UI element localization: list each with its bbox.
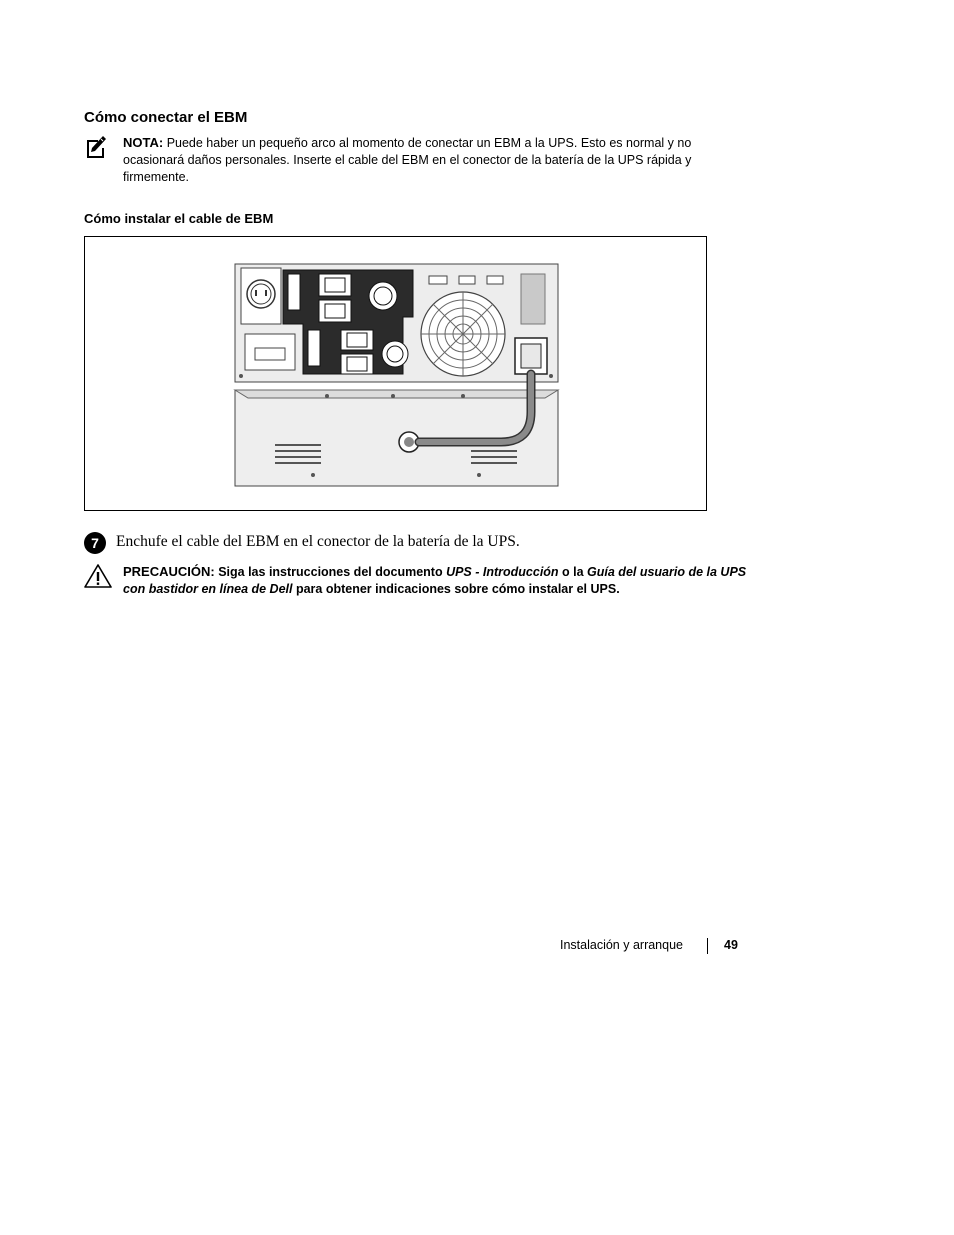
step-number-badge: 7 bbox=[84, 532, 106, 554]
figure-frame bbox=[84, 236, 707, 511]
page-footer bbox=[540, 938, 740, 958]
caution-label: PRECAUCIÓN: bbox=[123, 564, 215, 579]
figure-title: Cómo instalar el cable de EBM bbox=[84, 211, 274, 226]
caution-text-part-2: o la bbox=[558, 565, 588, 579]
ups-ebm-illustration bbox=[233, 262, 560, 489]
section-title: Cómo conectar el EBM bbox=[84, 109, 248, 126]
page-number: 49 bbox=[724, 938, 738, 952]
caution-doc-1: UPS - Introducción bbox=[446, 565, 559, 579]
caution-text bbox=[123, 563, 763, 598]
step-text: Enchufe el cable del EBM en el conector de la batería de la UPS. bbox=[116, 533, 520, 550]
footer-separator bbox=[707, 938, 708, 954]
caution-text-part-3: para obtener indicaciones sobre cómo instalar el UPS. bbox=[292, 582, 620, 596]
note-text bbox=[123, 134, 723, 186]
caution-doc-2: Guía del usuario de la UPS con bastidor en línea de Dell bbox=[123, 565, 747, 596]
warning-triangle-icon bbox=[84, 564, 112, 588]
note-label: NOTA: bbox=[123, 135, 164, 150]
caution-text-part-1: Siga las instrucciones del documento bbox=[218, 565, 447, 579]
note-body: Puede haber un pequeño arco al momento de conectar un EBM a la UPS. Esto es normal y no ocasionará daños personales. Inserte el cable del EBM en el conector de la batería de la UPS rápida y firmemente. bbox=[123, 136, 692, 184]
pencil-note-icon bbox=[86, 136, 106, 158]
footer-section-title: Instalación y arranque bbox=[560, 938, 683, 952]
